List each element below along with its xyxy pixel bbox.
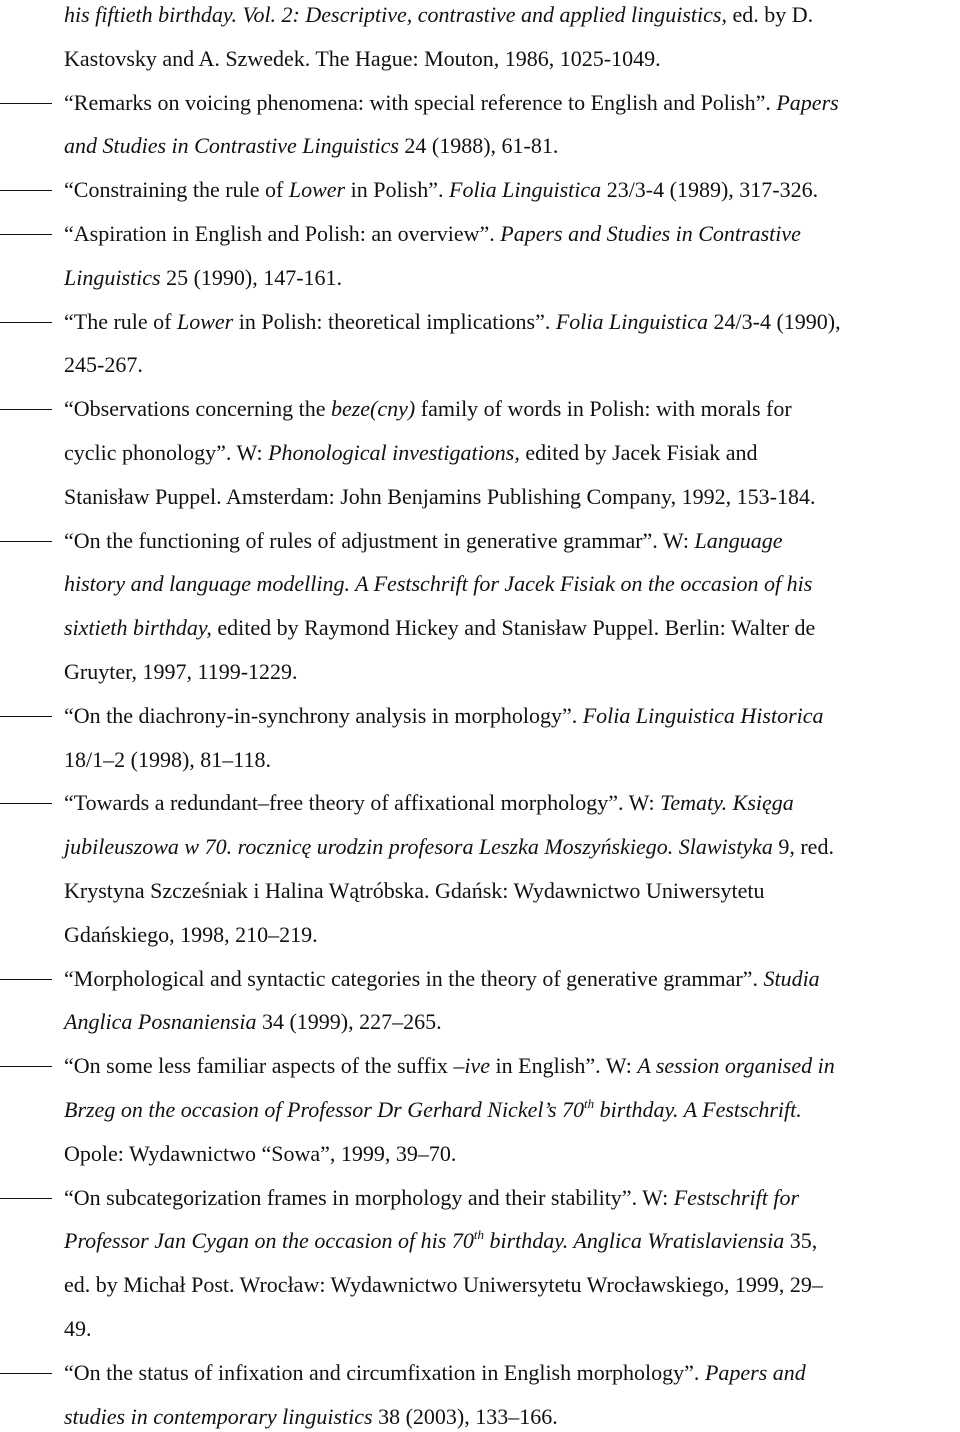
- repeat-author-dash: [0, 234, 52, 235]
- italic-text: history and language modelling. A Festschrift for Jacek Fisiak on the occasion of his: [64, 571, 813, 597]
- roman-text: in Polish”.: [345, 177, 449, 203]
- italic-text: Tematy. Księga: [660, 790, 794, 816]
- roman-text: 24/3-4 (1990),: [708, 308, 841, 334]
- reference-line: [64, 1183, 799, 1213]
- roman-text: Observations concerning the: [73, 396, 331, 422]
- repeat-author-dash: [0, 409, 52, 410]
- roman-text: Gdańskiego, 1998, 210–219.: [64, 921, 318, 947]
- roman-text: , ed. by D.: [721, 2, 814, 27]
- reference-line: [64, 307, 841, 337]
- roman-text: 25 (1990), 147-161.: [160, 264, 343, 290]
- roman-text: Remarks on voicing phenomena: with special reference to English and Polish”.: [73, 89, 777, 115]
- reference-line: [64, 350, 143, 380]
- opening-quote: “: [64, 965, 74, 991]
- reference-line: [64, 1226, 817, 1256]
- reference-line: [64, 1139, 456, 1169]
- opening-quote: “: [64, 396, 74, 422]
- opening-quote: “: [64, 89, 74, 115]
- opening-quote: “: [64, 177, 74, 203]
- opening-quote: “: [64, 1184, 74, 1210]
- roman-text: ed. by Michał Post. Wrocław: Wydawnictwo Uniwersytetu Wrocławskiego, 1999, 29–: [64, 1272, 823, 1298]
- italic-text: jubileuszowa w 70. rocznicę urodzin profesora Leszka Moszyńskiego. Slawistyka: [64, 834, 773, 860]
- opening-quote: “: [64, 527, 74, 553]
- reference-line: [64, 964, 820, 994]
- reference-line: [64, 175, 818, 205]
- italic-text: and Studies in Contrastive Linguistics: [64, 133, 399, 159]
- roman-text: Krystyna Szcześniak i Halina Wątróbska. Gdańsk: Wydawnictwo Uniwersytetu: [64, 878, 765, 903]
- reference-line: [64, 569, 812, 599]
- roman-text: 38 (2003), 133–166.: [372, 1403, 558, 1429]
- italic-text: th: [473, 1227, 484, 1243]
- roman-text: On subcategorization frames in morphology and their stability”. W:: [73, 1184, 674, 1210]
- reference-line: [64, 613, 815, 643]
- italic-text: Papers and: [704, 1359, 806, 1385]
- roman-text: 49.: [64, 1316, 92, 1341]
- italic-text: Papers: [776, 89, 839, 115]
- italic-text: Folia Linguistica: [449, 177, 602, 203]
- reference-line: [64, 394, 792, 424]
- roman-text: Gruyter, 1997, 1199-1229.: [64, 659, 298, 684]
- roman-text: 245-267.: [64, 352, 143, 378]
- reference-line: [64, 88, 839, 118]
- reference-line: [64, 482, 815, 512]
- italic-text: Anglica Posnaniensia: [64, 1009, 257, 1035]
- reference-line: [64, 219, 801, 249]
- roman-text: 35,: [784, 1228, 818, 1254]
- roman-text: 9, red.: [772, 834, 834, 860]
- reference-line: [64, 1051, 835, 1081]
- roman-text: 18/1–2 (1998), 81–118.: [64, 746, 271, 772]
- italic-text: Festschrift for: [673, 1184, 800, 1210]
- repeat-author-dash: [0, 1066, 52, 1067]
- roman-text: edited by Raymond Hickey and Stanisław Puppel. Berlin: Walter de: [211, 615, 816, 641]
- roman-text: On the diachrony-in-synchrony analysis in morphology”.: [73, 702, 583, 728]
- repeat-author-dash: [0, 103, 52, 104]
- reference-line: [64, 701, 824, 731]
- repeat-author-dash: [0, 190, 52, 191]
- italic-text: Lower: [177, 308, 234, 334]
- repeat-author-dash: [0, 803, 52, 804]
- italic-text: Phonological investigations,: [268, 440, 520, 465]
- opening-quote: “: [64, 790, 74, 816]
- repeat-author-dash: [0, 541, 52, 542]
- italic-text: Lower: [288, 177, 346, 203]
- roman-text: Opole: Wydawnictwo “Sowa”, 1999, 39–70.: [64, 1140, 457, 1166]
- reference-line: [64, 788, 794, 818]
- italic-text: Language: [694, 527, 783, 553]
- repeat-author-dash: [0, 1198, 52, 1199]
- reference-line: [64, 1007, 442, 1037]
- italic-text: Folia Linguistica Historica: [582, 702, 824, 728]
- reference-line: [64, 263, 342, 293]
- italic-text: Brzeg on the occasion of Professor Dr Gerhard Nickel’s 70: [64, 1097, 585, 1122]
- italic-text: birthday. Anglica Wratislaviensia: [483, 1228, 785, 1254]
- italic-text: th: [584, 1096, 595, 1111]
- roman-text: Morphological and syntactic categories in the theory of generative grammar”.: [73, 965, 764, 991]
- italic-text: beze(cny): [330, 396, 416, 422]
- opening-quote: “: [64, 308, 74, 334]
- reference-line: [64, 832, 834, 862]
- italic-text: studies in contemporary linguistics: [64, 1403, 373, 1429]
- italic-text: Papers and Studies in Contrastive: [500, 221, 801, 246]
- reference-line: [64, 438, 758, 468]
- opening-quote: “: [64, 1053, 74, 1079]
- italic-text: birthday. A Festschrift.: [594, 1097, 802, 1122]
- repeat-author-dash: [0, 979, 52, 980]
- reference-line: [64, 1095, 802, 1125]
- reference-line: [64, 876, 764, 906]
- reference-line: [64, 1402, 558, 1432]
- italic-text: his fiftieth birthday. Vol. 2: Descriptive, contrastive and applied linguistics: [64, 2, 722, 27]
- italic-text: Linguistics: [64, 264, 161, 290]
- roman-text: On the functioning of rules of adjustment in generative grammar”. W:: [73, 527, 695, 553]
- italic-text: –ive: [453, 1053, 491, 1079]
- reference-line: [64, 526, 782, 556]
- roman-text: 34 (1999), 227–265.: [256, 1009, 442, 1035]
- reference-line: [64, 1358, 806, 1388]
- reference-line: [64, 131, 558, 161]
- opening-quote: “: [64, 702, 74, 728]
- roman-text: 24 (1988), 61-81.: [398, 133, 559, 159]
- repeat-author-dash: [0, 1373, 52, 1374]
- opening-quote: “: [64, 1359, 74, 1385]
- reference-line: [64, 657, 298, 687]
- reference-line: [64, 1270, 823, 1300]
- reference-line: [64, 1314, 92, 1344]
- roman-text: family of words in Polish: with morals for: [415, 396, 792, 422]
- roman-text: Stanisław Puppel. Amsterdam: John Benjamins Publishing Company, 1992, 153-184.: [64, 483, 816, 509]
- italic-text: Studia: [763, 965, 820, 991]
- italic-text: sixtieth birthday,: [64, 615, 212, 641]
- italic-text: Folia Linguistica: [555, 308, 709, 334]
- reference-line: [64, 745, 271, 775]
- reference-line: [64, 0, 813, 30]
- roman-text: edited by Jacek Fisiak and: [519, 440, 758, 465]
- reference-line: [64, 44, 661, 74]
- roman-text: cyclic phonology”. W:: [64, 440, 269, 465]
- roman-text: Kastovsky and A. Szwedek. The Hague: Mouton, 1986, 1025-1049.: [64, 45, 661, 71]
- reference-line: [64, 920, 318, 950]
- roman-text: Aspiration in English and Polish: an overview”.: [73, 221, 501, 246]
- roman-text: The rule of: [73, 308, 177, 334]
- repeat-author-dash: [0, 716, 52, 717]
- repeat-author-dash: [0, 322, 52, 323]
- roman-text: in English”. W:: [490, 1053, 638, 1079]
- roman-text: Towards a redundant–free theory of affixational morphology”. W:: [73, 790, 661, 816]
- roman-text: On the status of infixation and circumfixation in English morphology”.: [73, 1359, 705, 1385]
- roman-text: 23/3-4 (1989), 317-326.: [601, 177, 819, 203]
- roman-text: On some less familiar aspects of the suffix: [73, 1053, 454, 1079]
- roman-text: in Polish: theoretical implications”.: [233, 308, 556, 334]
- opening-quote: “: [64, 221, 74, 246]
- italic-text: A session organised in: [637, 1053, 835, 1079]
- roman-text: Constraining the rule of: [73, 177, 289, 203]
- italic-text: Professor Jan Cygan on the occasion of his 70: [64, 1228, 474, 1254]
